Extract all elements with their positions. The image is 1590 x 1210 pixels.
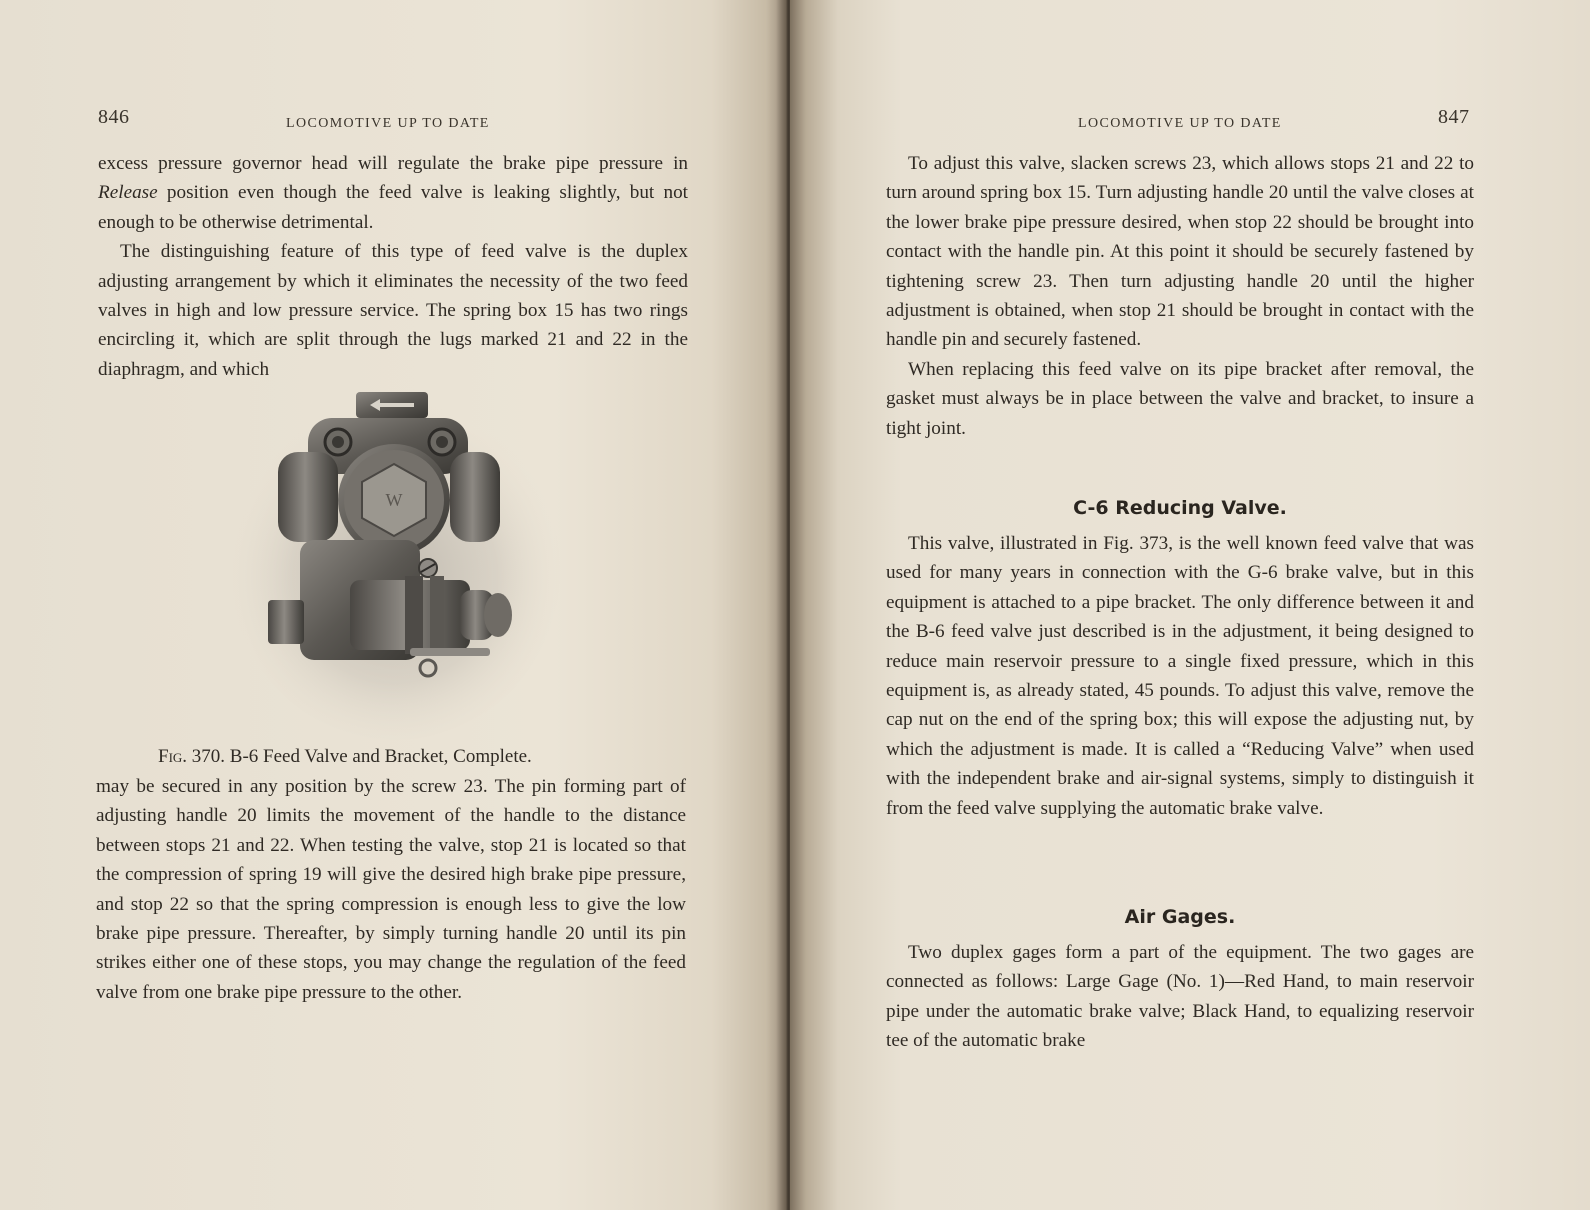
left-text-bottom [96, 772, 686, 1007]
right-text-bottom [886, 938, 1474, 1056]
right-paragraph-4: Two duplex gages form a part of the equipment. The two gages are connected as follows: Large Gage (No. 1)—Red Hand, to main reservoir pipe under the automatic brake valve; Black Hand, to equalizing reservoir tee of the automatic brake [886, 942, 1474, 1052]
left-paragraph-1: excess pressure governor head will regulate the brake pipe pressure in Release position even though the feed valve is leaking slightly, but not enough to be otherwise detrimental. [98, 153, 688, 233]
svg-text:W: W [385, 490, 403, 510]
left-paragraph-3: may be secured in any position by the screw 23. The pin forming part of adjusting handle 20 limits the movement of the handle to the distance between stops 21 and 22. When testing the valve, stop 21 is located so that the compression of spring 19 will give the desired high brake pipe pressure, and stop 22 so that the spring compression is enough less to give the low brake pipe pressure. Thereafter, by simply turning handle 20 until its pin strikes either one of these stops, you may change the regulation of the feed valve from one brake pipe pressure to the other. [96, 776, 686, 1003]
heading-air-gages: Air Gages. [1124, 906, 1236, 928]
figure-caption-text: B-6 Feed Valve and Bracket, Complete. [229, 746, 532, 767]
right-text-top [886, 149, 1474, 443]
left-text-top [98, 149, 688, 384]
right-paragraph-1: To adjust this valve, slacken screws 23, which allows stops 21 and 22 to turn around spring box 15. Turn adjusting handle 20 until the valve closes at the lower brake pipe pressure desired, when stop 22 should be brought into contact with the handle pin. At this point it should be securely fastened by tightening screw 23. Then turn adjusting handle 20 until the higher adjustment is obtained, when stop 21 should be brought in contact with the handle pin and securely fastened. [886, 153, 1474, 351]
right-paragraph-3: This valve, illustrated in Fig. 373, is the well known feed valve that was used for many years in connection with the G-6 brake valve, but in this equipment is attached to a pipe bracket. The only difference between it and the B-6 feed valve just described is in the adjustment, it being designed to reduce main reservoir pressure to a single fixed pressure, which in this equipment is, as already stated, 45 pounds. To adjust this valve, remove the cap nut on the end of the spring box; this will expose the adjusting nut, by which the adjustment is made. It is called a “Reducing Valve” when used with the independent brake and air-signal systems, simply to distinguish it from the feed valve supplying the automatic brake valve. [886, 533, 1474, 819]
right-page-number: 847 [1438, 106, 1470, 128]
feed-valve-image [230, 390, 560, 740]
right-page [790, 0, 1590, 1210]
right-running-head: LOCOMOTIVE UP TO DATE [1078, 116, 1282, 131]
left-page [0, 0, 790, 1210]
right-text-middle [886, 529, 1474, 823]
left-paragraph-2: The distinguishing feature of this type of feed valve is the duplex adjusting arrangement by which it eliminates the necessity of the two feed valves in high and low pressure service. The spring box 15 has two rings encircling it, which are split through the lugs marked 21 and 22 in the diaphragm, and which [98, 241, 688, 380]
release-italic: Release [98, 182, 158, 204]
figure-caption [158, 746, 532, 768]
left-page-number: 846 [98, 106, 130, 128]
heading-reducing-valve: C-6 Reducing Valve. [1073, 497, 1287, 519]
right-paragraph-2: When replacing this feed valve on its pipe bracket after removal, the gasket must always be in place between the valve and bracket, to insure a tight joint. [886, 358, 1474, 439]
feed-valve-illustration [230, 390, 560, 740]
left-running-head: LOCOMOTIVE UP TO DATE [286, 116, 490, 131]
figure-label: Fig. 370. [158, 746, 226, 767]
